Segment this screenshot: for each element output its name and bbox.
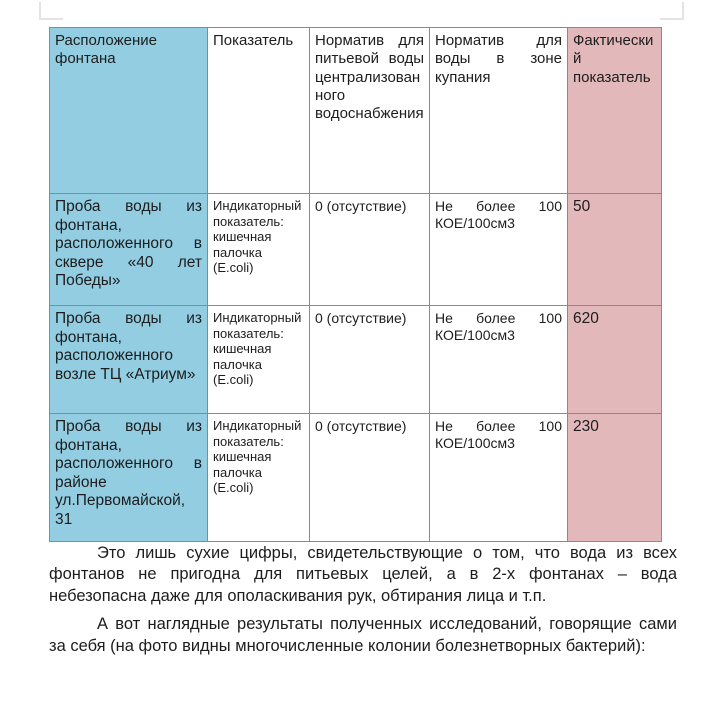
table-row — [50, 414, 662, 542]
header-cell-actual — [568, 28, 662, 194]
cell-actual — [568, 414, 662, 542]
paragraph-photos-intro: А вот наглядные результаты полученных исследований, говорящие сами за себя (на фото видны многочисленные колонии болезнетворных бактерий): — [49, 615, 677, 655]
cell-location-text: Проба воды из фонтана, расположенного в сквере «40 лет Победы» — [55, 198, 202, 290]
cell-norm-drinking — [310, 194, 430, 306]
table-row — [50, 306, 662, 414]
cell-location — [50, 194, 208, 306]
cell-norm-bathing-text: Не более 100 КОЕ/100см3 — [435, 310, 562, 343]
cell-location-text: Проба воды из фонтана, расположенного возле ТЦ «Атриум» — [55, 310, 202, 383]
cell-norm-drinking-text: 0 (отсутствие) — [315, 198, 407, 214]
cell-norm-drinking-text: 0 (отсутствие) — [315, 310, 407, 326]
header-label-actual: Фактический показатель — [573, 32, 654, 86]
header-label-norm-bathing: Норматив для воды в зоне купания — [435, 32, 562, 86]
cell-norm-bathing — [430, 306, 568, 414]
cell-indicator-text: Индикаторный показатель: кишечная палочка (E.coli) — [213, 310, 302, 388]
cell-location — [50, 306, 208, 414]
crop-mark-top-left — [39, 2, 63, 20]
cell-indicator — [208, 194, 310, 306]
cell-norm-drinking — [310, 414, 430, 542]
cell-actual — [568, 306, 662, 414]
cell-indicator-text: Индикаторный показатель: кишечная палочка (E.coli) — [213, 198, 302, 276]
cell-norm-bathing — [430, 414, 568, 542]
body-text-block — [49, 543, 677, 657]
header-cell-norm-bathing — [430, 28, 568, 194]
cell-actual-value: 620 — [573, 310, 599, 327]
table-row — [50, 194, 662, 306]
header-cell-norm-drinking — [310, 28, 430, 194]
cell-norm-drinking — [310, 306, 430, 414]
header-cell-indicator — [208, 28, 310, 194]
cell-norm-bathing-text: Не более 100 КОЕ/100см3 — [435, 198, 562, 231]
water-quality-table — [49, 27, 662, 542]
cell-actual-value: 50 — [573, 198, 591, 215]
header-label-norm-drinking: Норматив для питьевой воды централизованного водоснабжения — [315, 32, 424, 123]
table-header-row — [50, 28, 662, 194]
header-label-location: Расположение фонтана — [55, 32, 157, 68]
cell-indicator-text: Индикаторный показатель: кишечная палочка (E.coli) — [213, 418, 302, 496]
water-quality-table-container — [49, 27, 661, 542]
cell-indicator — [208, 414, 310, 542]
header-label-indicator: Показатель — [213, 32, 294, 49]
cell-actual-value: 230 — [573, 418, 599, 435]
cell-location — [50, 414, 208, 542]
cell-norm-bathing-text: Не более 100 КОЕ/100см3 — [435, 418, 562, 451]
cell-indicator — [208, 306, 310, 414]
cell-actual — [568, 194, 662, 306]
cell-location-text: Проба воды из фонтана, расположенного в районе ул.Первомайской, 31 — [55, 418, 202, 528]
cell-norm-drinking-text: 0 (отсутствие) — [315, 418, 407, 434]
cell-norm-bathing — [430, 194, 568, 306]
header-cell-location — [50, 28, 208, 194]
crop-mark-top-right — [660, 2, 684, 20]
paragraph-summary: Это лишь сухие цифры, свидетельствующие о том, что вода из всех фонтанов не пригодна для питьевых целей, а в 2-х фонтанах – вода небезопасна даже для ополаскивания рук, обтирания лица и т.п. — [49, 544, 677, 605]
